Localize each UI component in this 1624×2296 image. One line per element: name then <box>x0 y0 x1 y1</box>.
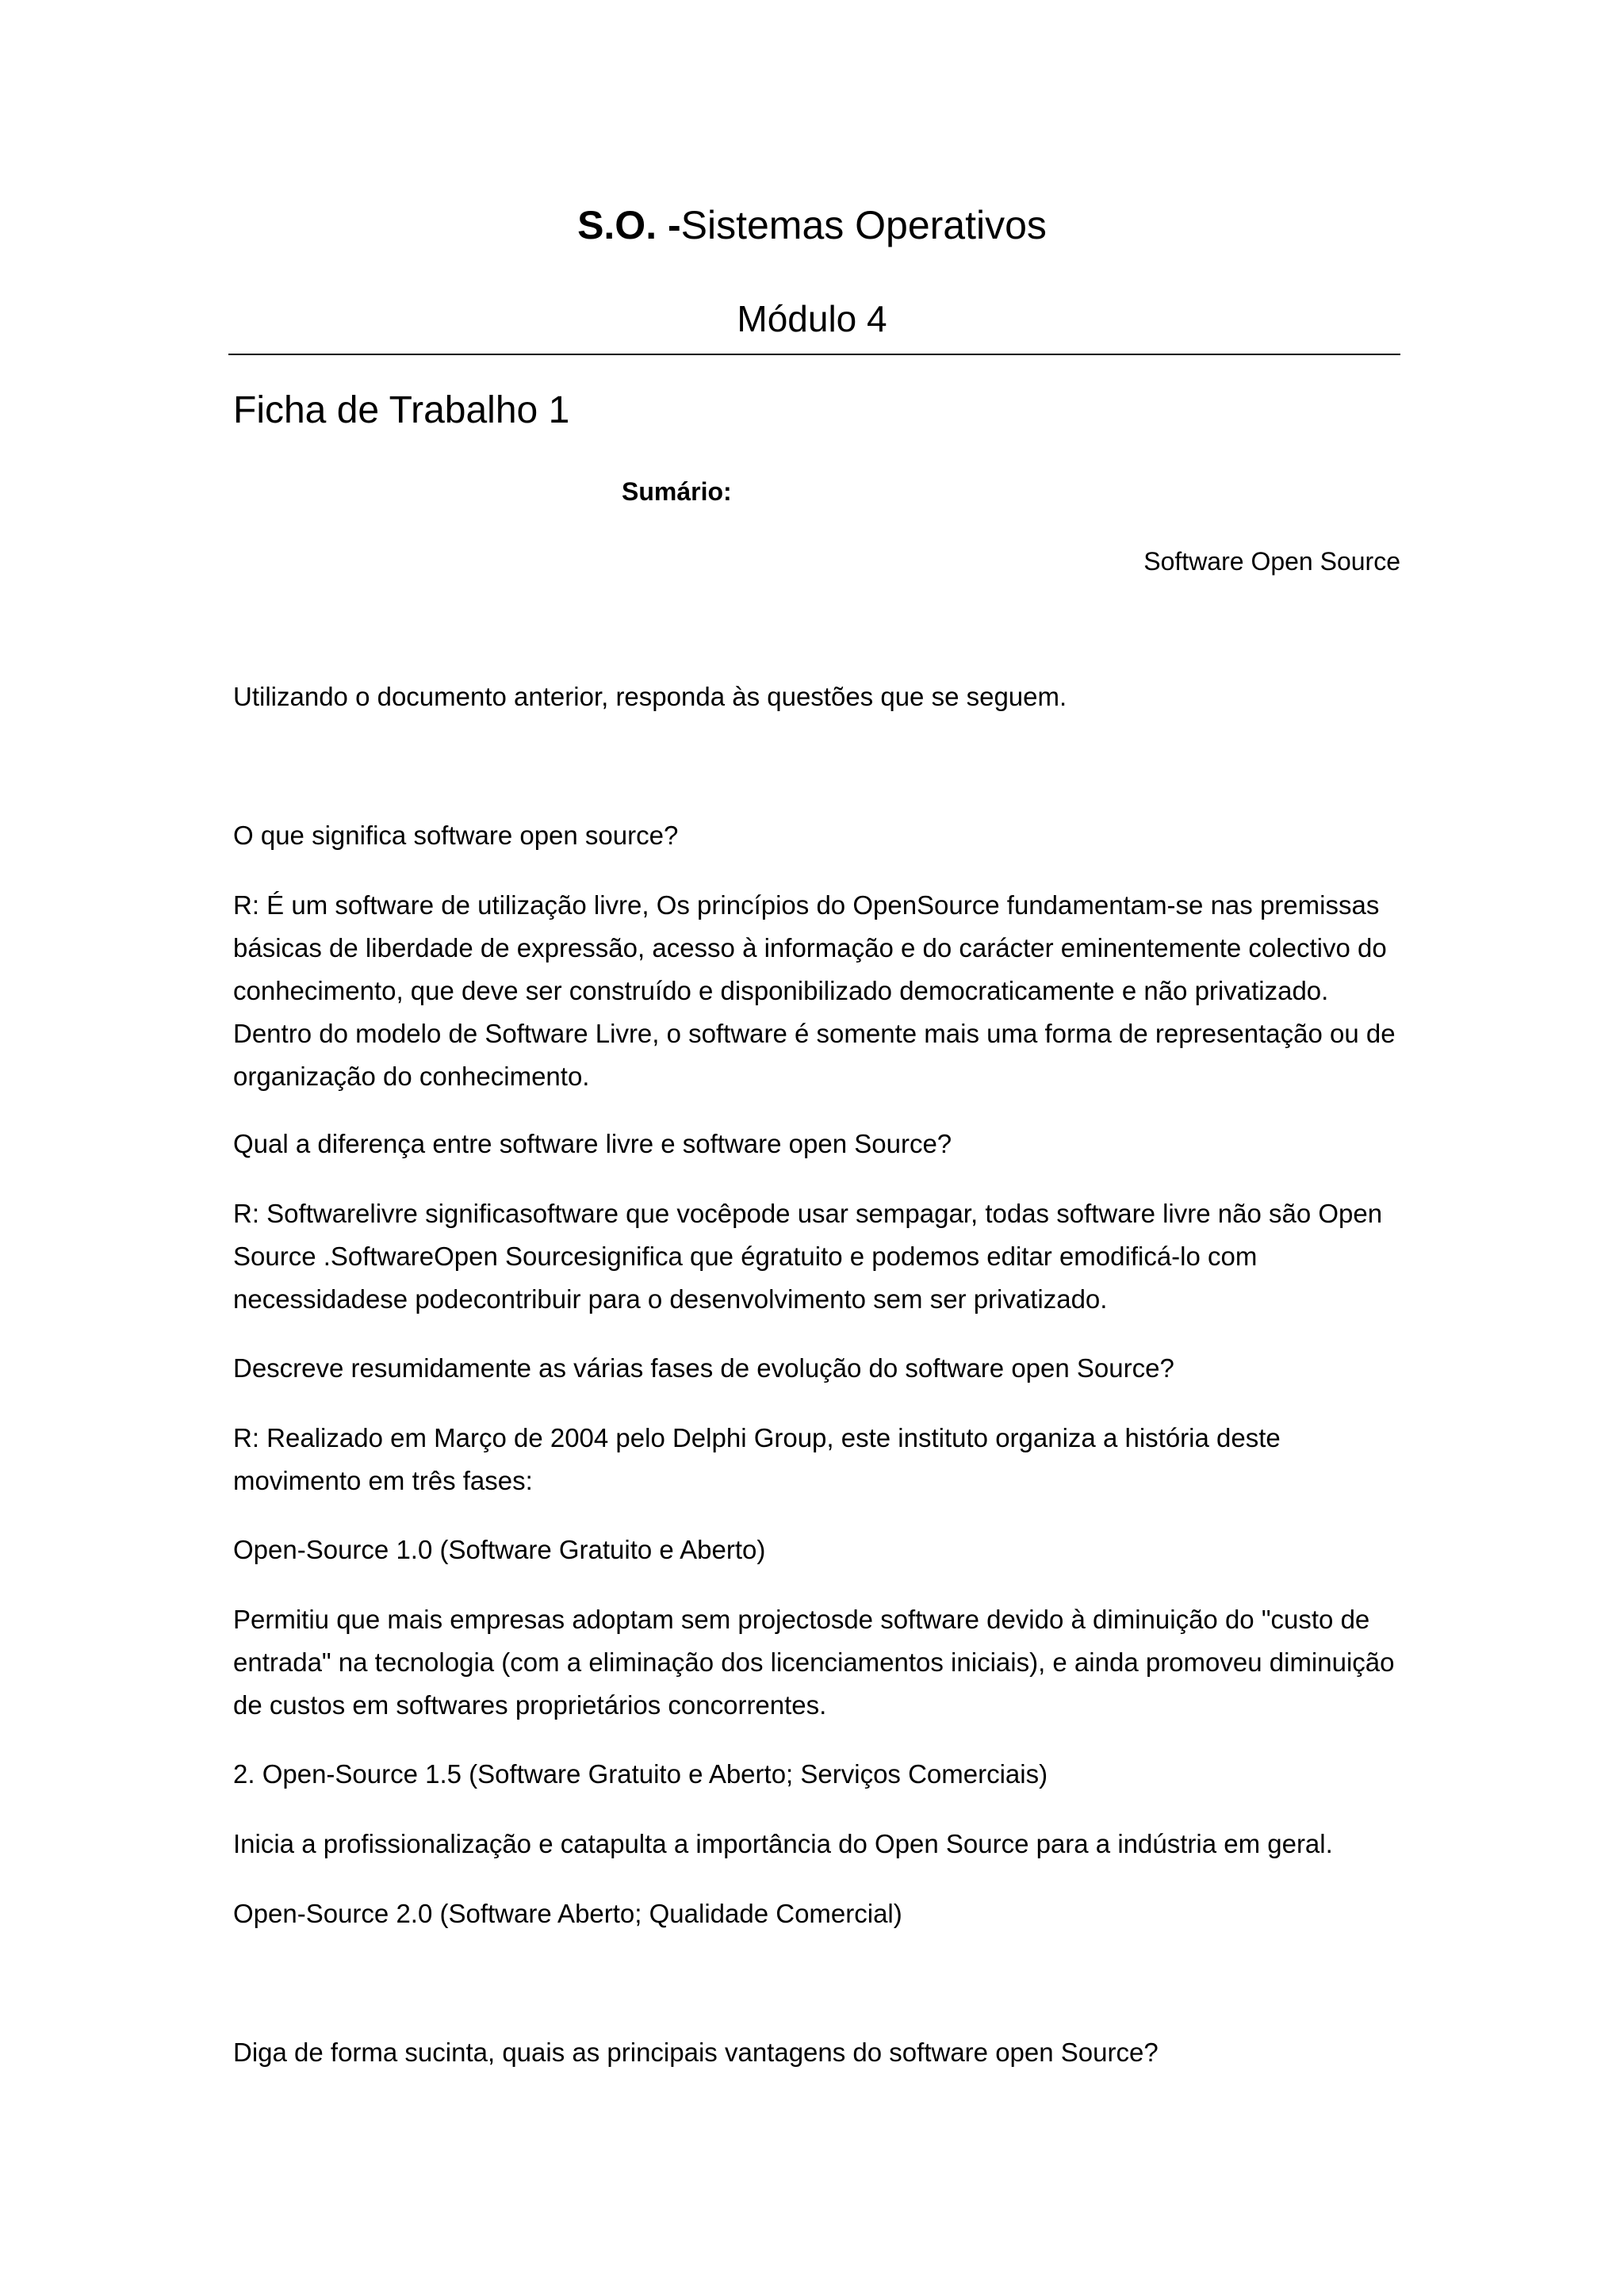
summary-label: Sumário: <box>622 477 732 506</box>
header-divider <box>228 354 1400 355</box>
question-4: Diga de forma sucinta, quais as principais vantagens do software open Source? <box>233 2038 1159 2067</box>
summary-topic: Software Open Source <box>1143 547 1400 576</box>
module-heading: Módulo 4 <box>737 298 887 339</box>
answer-1: R: É um software de utilização livre, Os princípios do OpenSource fundamentam-se nas premissas básicas de liberdade de expressão, acesso à informação e do carácter eminentemente colectivo do conhecimento, que deve ser construído e disponibilizado democraticamente e não privatizado. Dentro do modelo de Software Livre, o software é somente mais uma forma de representação ou de organização do conhecimento. <box>233 890 1396 1091</box>
question-1: O que significa software open source? <box>233 821 679 850</box>
course-subject: Sistemas Operativos <box>680 203 1047 247</box>
course-code: S.O. - <box>577 203 681 247</box>
phase-2-heading: 2. Open-Source 1.5 (Software Gratuito e Aberto; Serviços Comerciais) <box>233 1759 1048 1789</box>
instructions-paragraph: Utilizando o documento anterior, responda às questões que se seguem. <box>233 682 1067 711</box>
question-2: Qual a diferença entre software livre e software open Source? <box>233 1129 952 1158</box>
document-title <box>0 200 1624 251</box>
phase-3-heading: Open-Source 2.0 (Software Aberto; Qualidade Comercial) <box>233 1899 902 1928</box>
worksheet-title: Ficha de Trabalho 1 <box>233 389 570 431</box>
phase-1-heading: Open-Source 1.0 (Software Gratuito e Aberto) <box>233 1535 766 1564</box>
question-3: Descreve resumidamente as várias fases de evolução do software open Source? <box>233 1353 1174 1383</box>
phase-1-description: Permitiu que mais empresas adoptam sem projectosde software devido à diminuição do "custo de entrada" na tecnologia (com a eliminação dos licenciamentos iniciais), e ainda promoveu diminuição de custos em softwares proprietários concorrentes. <box>233 1605 1395 1720</box>
answer-3: R: Realizado em Março de 2004 pelo Delphi Group, este instituto organiza a história deste movimento em três fases: <box>233 1423 1281 1495</box>
answer-2: R: Softwarelivre significasoftware que vocêpode usar sempagar, todas software livre não são Open Source .SoftwareOpen Sourcesignifica que égratuito e podemos editar emodificá-lo com necessidadese podecontribuir para o desenvolvimento sem ser privatizado. <box>233 1199 1383 1314</box>
phase-2-description: Inicia a profissionalização e catapulta a importância do Open Source para a indústria em geral. <box>233 1829 1333 1858</box>
